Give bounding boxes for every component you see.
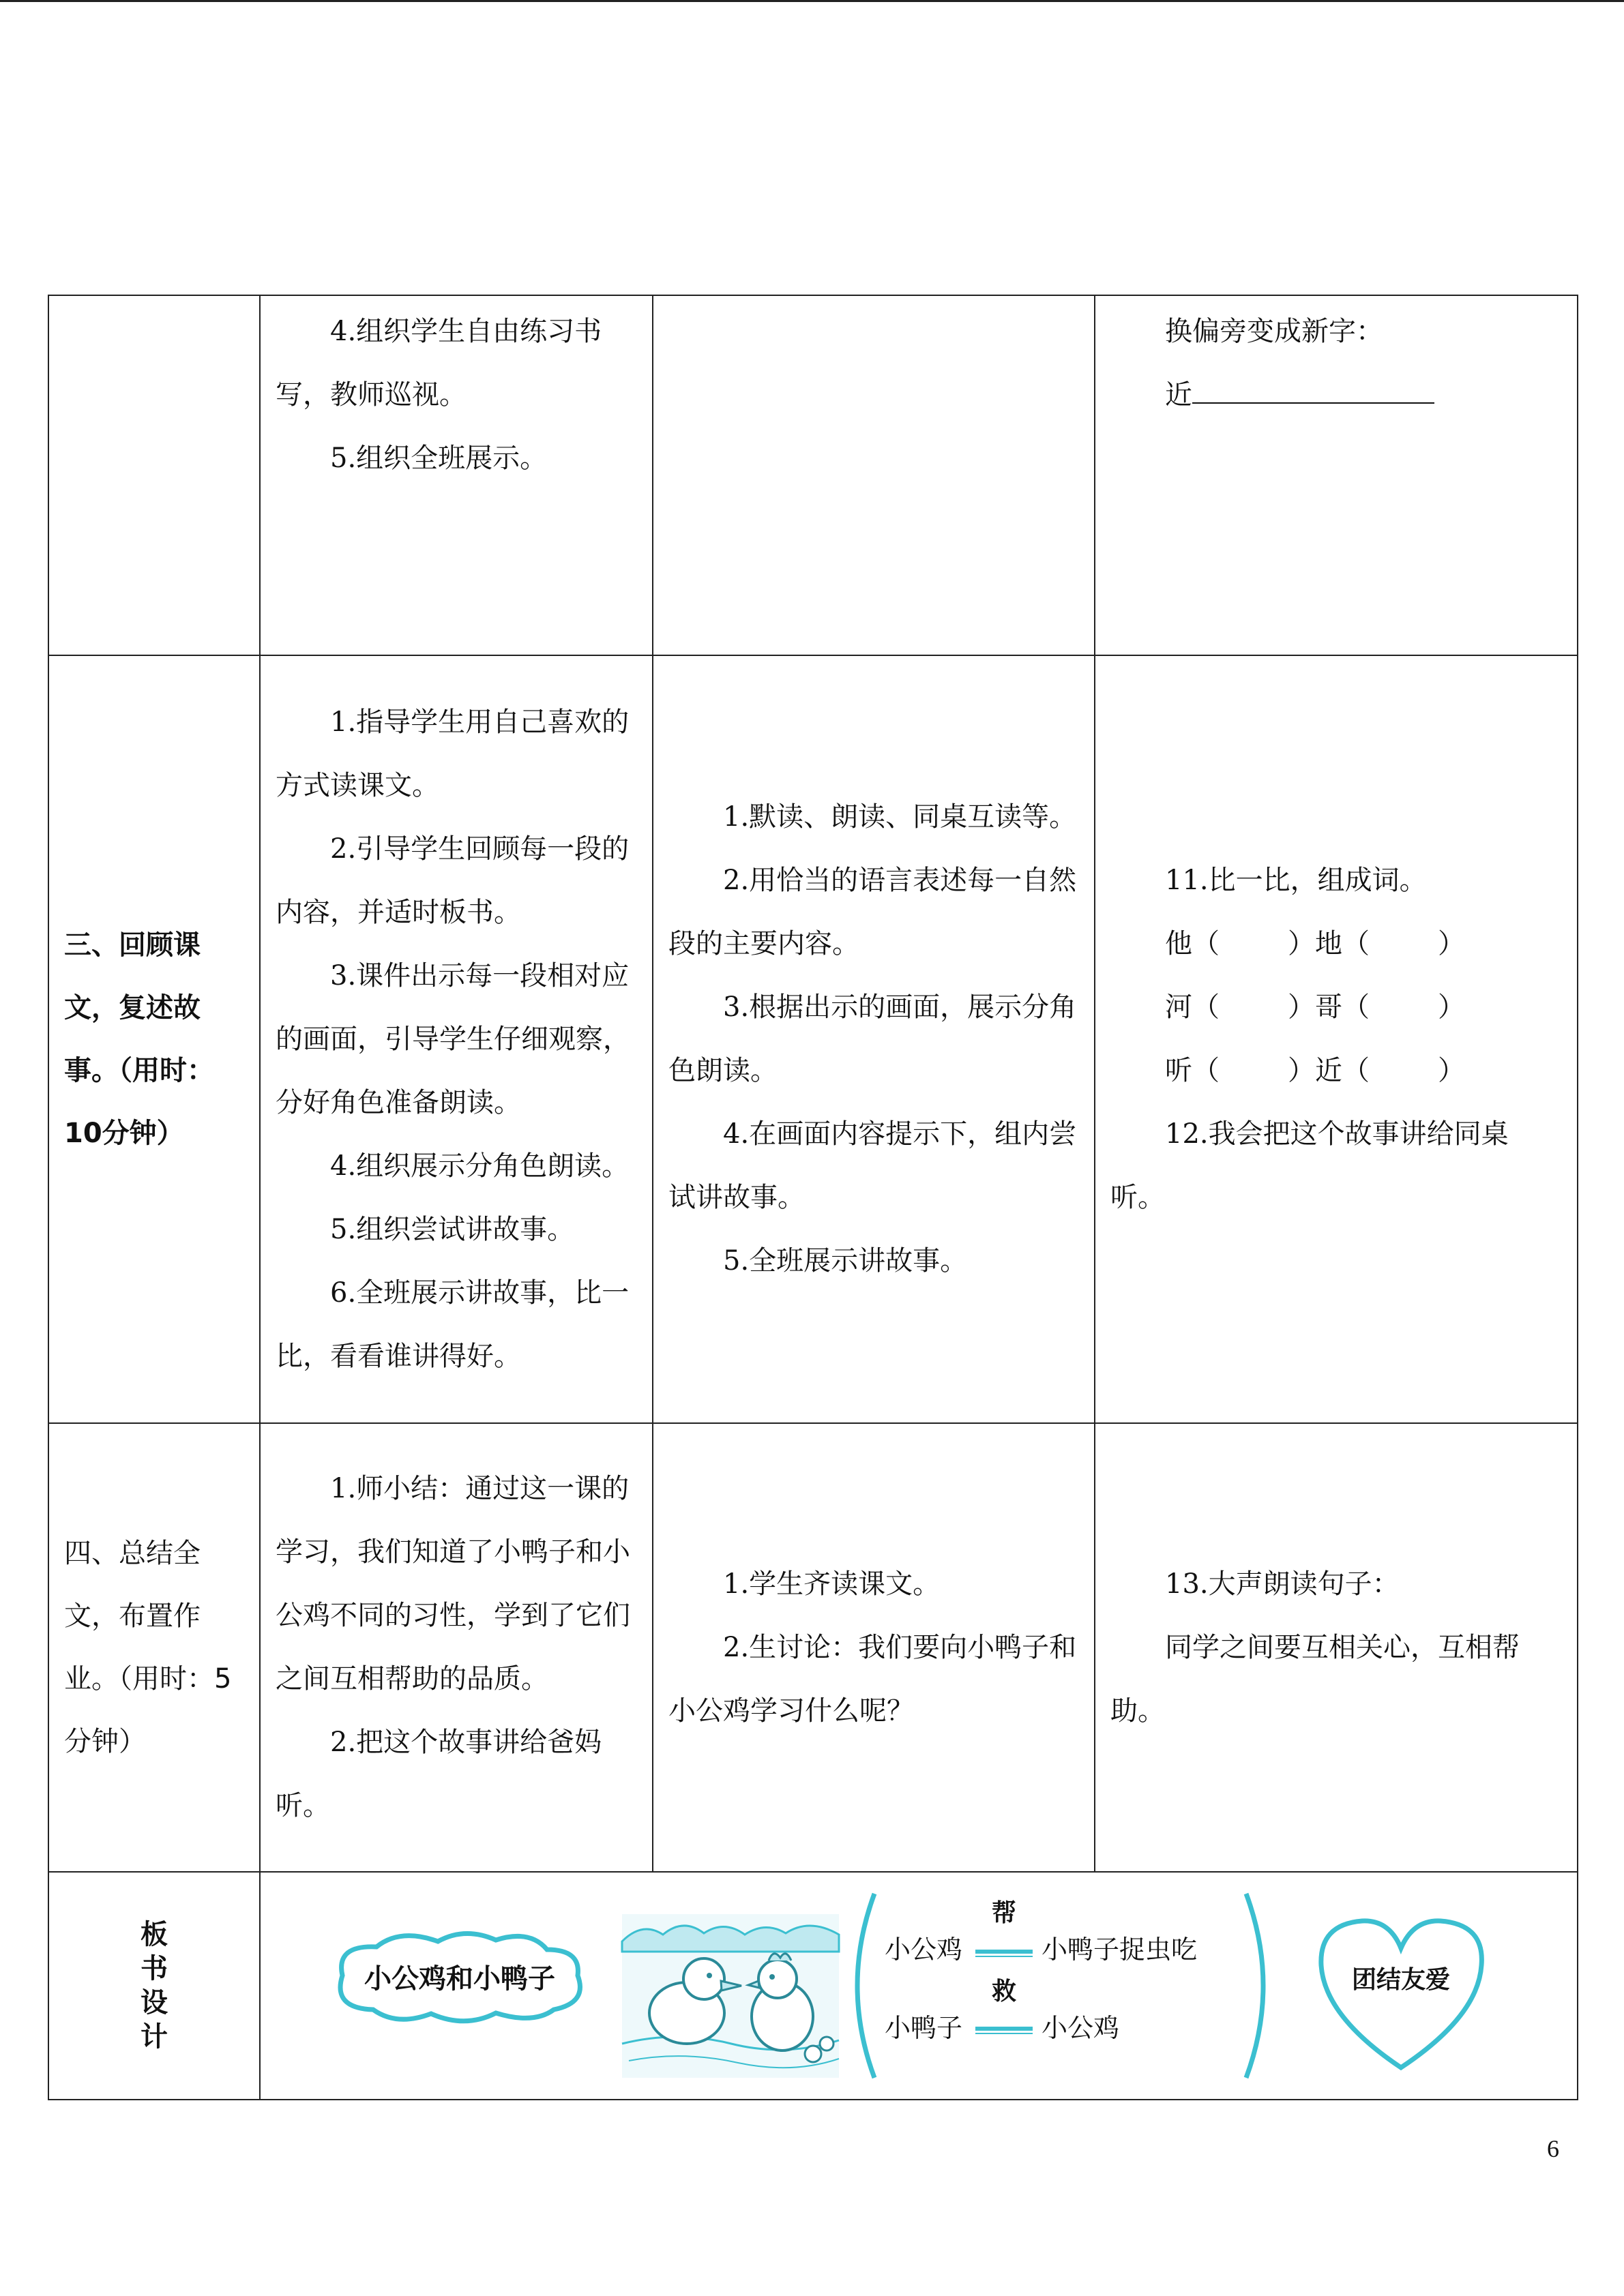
table-row — [48, 1423, 1578, 1872]
line2-verb: 救 — [991, 1978, 1017, 2006]
teacher-step: 1.指导学生用自己喜欢的方式读课文。 — [276, 706, 630, 801]
duck-rooster-picture — [622, 1914, 839, 2078]
stage-cell — [48, 655, 260, 1423]
exercise-cell — [1095, 295, 1578, 655]
teacher-step: 3.课件出示每一段相对应的画面，引导学生仔细观察，分好角色准备朗读。 — [276, 959, 630, 1118]
heart-text: 团结友爱 — [1351, 1966, 1451, 1994]
student-step: 2.用恰当的语言表述每一自然段的主要内容。 — [668, 865, 1077, 959]
exercise-text: 12.我会把这个故事讲给同桌听。 — [1110, 1118, 1509, 1213]
teacher-activity-cell — [260, 295, 653, 655]
table-row — [48, 655, 1578, 1423]
exercise-cell — [1095, 655, 1578, 1423]
teacher-activity-cell — [260, 655, 653, 1423]
table-row — [48, 295, 1578, 655]
left-bracket — [857, 1894, 874, 2078]
heart-shape — [1321, 1921, 1481, 2068]
lesson-plan-table — [48, 295, 1578, 2100]
student-step: 1.默读、朗读、同桌互读等。 — [723, 801, 1077, 833]
right-bracket — [1246, 1894, 1263, 2078]
board-label: 板书设计 — [141, 1919, 168, 2053]
teacher-activity-cell — [260, 1423, 653, 1872]
teacher-step: 2.引导学生回顾每一段的内容，并适时板书。 — [276, 833, 630, 928]
word-pair: 听（ ）近（ ） — [1165, 1055, 1465, 1086]
teacher-step: 1.师小结：通过这一课的学习，我们知道了小鸭子和小公鸡不同的习性，学到了它们之间互相帮助的品质。 — [276, 1473, 630, 1695]
exercise-sentence: 同学之间要互相关心，互相帮助。 — [1110, 1631, 1520, 1727]
teacher-step: 5.组织尝试讲故事。 — [330, 1213, 575, 1245]
line1-verb: 帮 — [991, 1899, 1017, 1927]
line2-object: 小公鸡 — [1042, 2013, 1120, 2043]
teacher-step: 4.组织展示分角色朗读。 — [330, 1150, 630, 1182]
student-activity-cell — [653, 295, 1095, 655]
teacher-step: 4.组织学生自由练习书写，教师巡视。 — [276, 316, 602, 411]
student-step: 1.学生齐读课文。 — [723, 1568, 941, 1600]
exercise-text: 换偏旁变成新字： — [1165, 316, 1383, 347]
word-pair: 河（ ）哥（ ） — [1165, 992, 1465, 1023]
stage-title: 四、总结全文，布置作业。（用时：5分钟） — [64, 1538, 232, 1757]
student-step: 2.生讨论：我们要向小鸭子和小公鸡学习什么呢？ — [668, 1631, 1077, 1727]
exercise-cell — [1095, 1423, 1578, 1872]
answer-blank — [1192, 371, 1434, 404]
teacher-step: 2.把这个故事讲给爸妈听。 — [276, 1727, 602, 1821]
stage-cell — [48, 1423, 260, 1872]
board-label-cell — [48, 1872, 260, 2100]
student-step: 3.根据出示的画面，展示分角色朗读。 — [668, 992, 1077, 1086]
title-cloud — [340, 1933, 580, 2021]
board-design-cell — [260, 1872, 1578, 2100]
word-pair: 他（ ）地（ ） — [1165, 928, 1465, 959]
line1-subject: 小公鸡 — [885, 1935, 963, 1965]
exercise-title: 13.大声朗读句子： — [1165, 1568, 1400, 1600]
student-step: 5.全班展示讲故事。 — [723, 1245, 968, 1277]
exercise-title: 11.比一比，组成词。 — [1165, 865, 1427, 896]
teacher-step: 5.组织全班展示。 — [330, 443, 548, 474]
stage-title: 三、回顾课文，复述故事。（用时：10分钟） — [64, 929, 214, 1149]
line1-object: 小鸭子捉虫吃 — [1042, 1935, 1198, 1965]
board-svg — [261, 1873, 1578, 2098]
table-row — [48, 1872, 1578, 2100]
student-activity-cell — [653, 1423, 1095, 1872]
exercise-char: 近 — [1165, 379, 1192, 411]
teacher-step: 6.全班展示讲故事，比一比，看看谁讲得好。 — [276, 1277, 630, 1372]
stage-cell — [48, 295, 260, 655]
board-design — [261, 1873, 1577, 2098]
board-title: 小公鸡和小鸭子 — [364, 1963, 555, 1995]
page-number: 6 — [1547, 2135, 1559, 2162]
student-step: 4.在画面内容提示下，组内尝试讲故事。 — [668, 1118, 1077, 1213]
line2-subject: 小鸭子 — [885, 2013, 963, 2043]
student-activity-cell — [653, 655, 1095, 1423]
page-top-border — [0, 0, 1624, 2]
